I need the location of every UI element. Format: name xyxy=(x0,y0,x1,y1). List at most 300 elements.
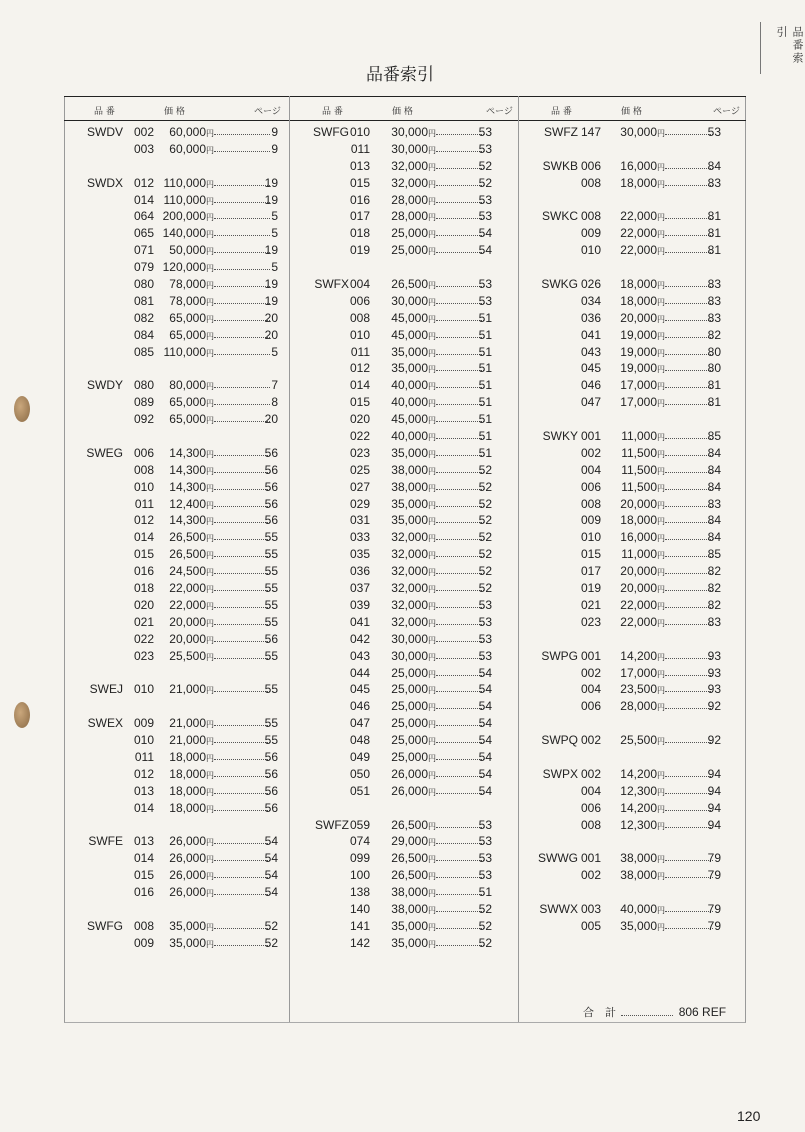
page-ref: 19 xyxy=(264,192,278,207)
model-number: 043 xyxy=(580,344,601,359)
price: 20,000 xyxy=(620,310,657,325)
index-row xyxy=(290,867,518,884)
price: 32,000 xyxy=(391,158,428,173)
model-number: 080 xyxy=(133,277,154,292)
model-number: 074 xyxy=(349,834,370,849)
model-number: 064 xyxy=(133,209,154,224)
series-code: SWKY xyxy=(542,429,578,444)
model-number: 015 xyxy=(349,395,370,410)
yen-mark: 円 xyxy=(206,720,214,730)
yen-mark: 円 xyxy=(657,669,665,679)
row-spacer xyxy=(64,901,288,918)
index-row xyxy=(290,411,518,428)
index-row xyxy=(64,529,288,546)
page-ref: 53 xyxy=(478,817,492,832)
index-row xyxy=(64,310,288,327)
price: 60,000 xyxy=(169,141,206,156)
index-row xyxy=(519,850,745,867)
yen-mark: 円 xyxy=(657,821,665,831)
index-row xyxy=(290,614,518,631)
series-code: SWWX xyxy=(539,901,578,916)
price: 78,000 xyxy=(169,277,206,292)
index-row xyxy=(64,614,288,631)
index-row xyxy=(290,597,518,614)
price: 22,000 xyxy=(620,209,657,224)
price: 26,500 xyxy=(391,868,428,883)
index-row xyxy=(64,631,288,648)
index-row xyxy=(64,935,288,952)
yen-mark: 円 xyxy=(206,889,214,899)
page-ref: 53 xyxy=(478,834,492,849)
price: 25,500 xyxy=(620,733,657,748)
page-ref: 56 xyxy=(264,513,278,528)
page-ref: 52 xyxy=(478,462,492,477)
model-number: 015 xyxy=(349,175,370,190)
yen-mark: 円 xyxy=(657,855,665,865)
page-ref: 84 xyxy=(707,479,721,494)
model-number: 008 xyxy=(580,817,601,832)
price: 26,000 xyxy=(391,783,428,798)
model-number: 002 xyxy=(580,733,601,748)
page-ref: 94 xyxy=(707,800,721,815)
yen-mark: 円 xyxy=(657,247,665,257)
price: 35,000 xyxy=(391,496,428,511)
model-number: 013 xyxy=(349,158,370,173)
index-row xyxy=(64,563,288,580)
price: 38,000 xyxy=(620,868,657,883)
model-number: 004 xyxy=(580,462,601,477)
index-row xyxy=(64,276,288,293)
model-number: 001 xyxy=(580,429,601,444)
model-number: 079 xyxy=(133,260,154,275)
index-row xyxy=(290,344,518,361)
page-ref: 52 xyxy=(478,918,492,933)
page-ref: 54 xyxy=(478,733,492,748)
price: 20,000 xyxy=(169,631,206,646)
index-row xyxy=(64,293,288,310)
index-row xyxy=(64,242,288,259)
page-ref: 54 xyxy=(478,783,492,798)
yen-mark: 円 xyxy=(428,213,436,223)
page-ref: 51 xyxy=(478,445,492,460)
yen-mark: 円 xyxy=(657,787,665,797)
price: 32,000 xyxy=(391,614,428,629)
yen-mark: 円 xyxy=(428,686,436,696)
index-row xyxy=(64,327,288,344)
model-number: 089 xyxy=(133,395,154,410)
yen-mark: 円 xyxy=(657,348,665,358)
column-rows xyxy=(290,124,518,952)
page-ref: 54 xyxy=(478,243,492,258)
model-number: 002 xyxy=(580,665,601,680)
index-row xyxy=(290,935,518,952)
index-row xyxy=(519,800,745,817)
series-code: SWDY xyxy=(87,378,123,393)
series-code: SWFG xyxy=(87,918,123,933)
yen-mark: 円 xyxy=(206,872,214,882)
page-ref: 51 xyxy=(478,310,492,325)
yen-mark: 円 xyxy=(428,534,436,544)
model-number: 004 xyxy=(349,277,370,292)
yen-mark: 円 xyxy=(657,365,665,375)
page-ref: 84 xyxy=(707,445,721,460)
index-row xyxy=(519,783,745,800)
index-row xyxy=(519,496,745,513)
price: 14,200 xyxy=(620,766,657,781)
model-number: 011 xyxy=(134,496,154,511)
index-row xyxy=(290,648,518,665)
page-ref: 52 xyxy=(478,935,492,950)
page-ref: 20 xyxy=(264,310,278,325)
index-row xyxy=(64,445,288,462)
index-row xyxy=(519,293,745,310)
model-number: 025 xyxy=(349,462,370,477)
price: 18,000 xyxy=(620,277,657,292)
price: 35,000 xyxy=(391,344,428,359)
yen-mark: 円 xyxy=(206,635,214,645)
price: 25,000 xyxy=(391,749,428,764)
model-number: 015 xyxy=(133,547,154,562)
series-code: SWEJ xyxy=(89,682,123,697)
model-number: 016 xyxy=(133,564,154,579)
page-ref: 52 xyxy=(478,530,492,545)
index-row xyxy=(290,141,518,158)
series-code: SWPX xyxy=(542,766,578,781)
price: 25,000 xyxy=(391,665,428,680)
price: 65,000 xyxy=(169,395,206,410)
index-row xyxy=(64,208,288,225)
yen-mark: 円 xyxy=(657,433,665,443)
page-ref: 52 xyxy=(478,564,492,579)
model-number: 008 xyxy=(580,175,601,190)
price: 28,000 xyxy=(620,699,657,714)
yen-mark: 円 xyxy=(428,162,436,172)
yen-mark: 円 xyxy=(657,399,665,409)
model-number: 026 xyxy=(580,277,601,292)
index-row xyxy=(290,631,518,648)
price: 35,000 xyxy=(620,918,657,933)
page-ref: 53 xyxy=(478,141,492,156)
price: 78,000 xyxy=(169,293,206,308)
model-number: 014 xyxy=(133,851,154,866)
index-row xyxy=(519,327,745,344)
page-ref: 54 xyxy=(478,226,492,241)
page-ref: 52 xyxy=(478,581,492,596)
page-ref: 53 xyxy=(478,277,492,292)
page-ref: 83 xyxy=(707,496,721,511)
yen-mark: 円 xyxy=(657,331,665,341)
series-code: SWKC xyxy=(542,209,578,224)
price: 38,000 xyxy=(620,851,657,866)
page-ref: 56 xyxy=(264,631,278,646)
page-ref: 51 xyxy=(478,378,492,393)
page-ref: 53 xyxy=(478,192,492,207)
page-ref: 84 xyxy=(707,158,721,173)
page-ref: 81 xyxy=(707,378,721,393)
index-row xyxy=(290,783,518,800)
page-ref: 53 xyxy=(478,648,492,663)
yen-mark: 円 xyxy=(428,855,436,865)
model-number: 010 xyxy=(133,733,154,748)
yen-mark: 円 xyxy=(206,129,214,138)
page-ref: 9 xyxy=(271,125,278,139)
price: 38,000 xyxy=(391,901,428,916)
model-number: 020 xyxy=(349,412,370,427)
yen-mark: 円 xyxy=(206,314,214,324)
price: 26,000 xyxy=(169,885,206,900)
row-spacer xyxy=(64,360,288,377)
yen-mark: 円 xyxy=(428,331,436,341)
index-row xyxy=(290,833,518,850)
price: 40,000 xyxy=(391,395,428,410)
model-number: 001 xyxy=(580,851,601,866)
header-page: ページ xyxy=(713,107,740,117)
index-row xyxy=(290,884,518,901)
price: 32,000 xyxy=(391,547,428,562)
price: 16,000 xyxy=(620,158,657,173)
model-number: 037 xyxy=(349,581,370,596)
index-row xyxy=(290,428,518,445)
row-spacer xyxy=(519,715,745,732)
price: 45,000 xyxy=(391,310,428,325)
index-row xyxy=(64,715,288,732)
yen-mark: 円 xyxy=(428,922,436,932)
page-ref: 51 xyxy=(478,412,492,427)
price: 26,500 xyxy=(391,277,428,292)
page-ref: 81 xyxy=(707,226,721,241)
model-number: 044 xyxy=(349,665,370,680)
price: 18,000 xyxy=(169,766,206,781)
model-number: 048 xyxy=(349,733,370,748)
header-part: 品 番 xyxy=(94,107,115,117)
price: 35,000 xyxy=(391,918,428,933)
model-number: 039 xyxy=(349,597,370,612)
price: 32,000 xyxy=(391,175,428,190)
index-row xyxy=(519,208,745,225)
yen-mark: 円 xyxy=(428,720,436,730)
yen-mark: 円 xyxy=(428,601,436,611)
column-header xyxy=(64,104,288,118)
index-column-1 xyxy=(64,96,288,1022)
price: 26,500 xyxy=(169,530,206,545)
page-ref: 53 xyxy=(478,209,492,224)
yen-mark: 円 xyxy=(206,855,214,865)
page-ref: 55 xyxy=(264,648,278,663)
model-number: 029 xyxy=(349,496,370,511)
yen-mark: 円 xyxy=(206,281,214,291)
page-ref: 53 xyxy=(478,631,492,646)
index-row xyxy=(64,192,288,209)
price: 140,000 xyxy=(162,226,206,241)
price: 20,000 xyxy=(169,614,206,629)
model-number: 012 xyxy=(349,361,370,376)
yen-mark: 円 xyxy=(657,905,665,915)
yen-mark: 円 xyxy=(206,196,214,206)
page-ref: 56 xyxy=(264,783,278,798)
column-rows xyxy=(519,124,745,935)
price: 11,500 xyxy=(621,462,657,477)
model-number: 012 xyxy=(133,175,154,190)
index-row xyxy=(519,580,745,597)
model-number: 013 xyxy=(133,834,154,849)
yen-mark: 円 xyxy=(657,281,665,291)
page-ref: 54 xyxy=(478,716,492,731)
price: 30,000 xyxy=(391,125,428,139)
model-number: 002 xyxy=(580,766,601,781)
page-ref: 82 xyxy=(707,327,721,342)
price: 65,000 xyxy=(169,327,206,342)
page-ref: 53 xyxy=(478,868,492,883)
yen-mark: 円 xyxy=(428,905,436,915)
model-number: 012 xyxy=(133,513,154,528)
index-row xyxy=(519,462,745,479)
model-number: 002 xyxy=(580,868,601,883)
yen-mark: 円 xyxy=(206,213,214,223)
model-number: 006 xyxy=(580,158,601,173)
index-row xyxy=(290,377,518,394)
model-number: 003 xyxy=(133,141,154,156)
price: 19,000 xyxy=(620,344,657,359)
index-row xyxy=(519,394,745,411)
yen-mark: 円 xyxy=(428,500,436,510)
yen-mark: 円 xyxy=(206,500,214,510)
model-number: 008 xyxy=(349,310,370,325)
model-number: 001 xyxy=(580,648,601,663)
row-spacer xyxy=(290,259,518,276)
yen-mark: 円 xyxy=(206,145,214,155)
row-spacer xyxy=(64,428,288,445)
page-ref: 93 xyxy=(707,648,721,663)
model-number: 003 xyxy=(580,901,601,916)
yen-mark: 円 xyxy=(657,483,665,493)
yen-mark: 円 xyxy=(206,568,214,578)
model-number: 017 xyxy=(580,564,601,579)
index-row xyxy=(519,124,745,141)
model-number: 045 xyxy=(580,361,601,376)
page-ref: 55 xyxy=(264,614,278,629)
row-spacer xyxy=(64,698,288,715)
page-ref: 19 xyxy=(264,277,278,292)
series-code: SWEX xyxy=(87,716,123,731)
page-ref: 55 xyxy=(264,547,278,562)
yen-mark: 円 xyxy=(428,618,436,628)
row-spacer xyxy=(519,884,745,901)
series-code: SWFE xyxy=(88,834,123,849)
yen-mark: 円 xyxy=(206,264,214,274)
yen-mark: 円 xyxy=(206,382,214,392)
price: 20,000 xyxy=(620,496,657,511)
index-row xyxy=(64,884,288,901)
page-ref: 51 xyxy=(478,885,492,900)
model-number: 008 xyxy=(133,462,154,477)
yen-mark: 円 xyxy=(428,787,436,797)
yen-mark: 円 xyxy=(657,129,665,138)
yen-mark: 円 xyxy=(428,230,436,240)
yen-mark: 円 xyxy=(657,652,665,662)
yen-mark: 円 xyxy=(657,213,665,223)
yen-mark: 円 xyxy=(428,483,436,493)
yen-mark: 円 xyxy=(428,703,436,713)
price: 30,000 xyxy=(391,141,428,156)
index-row xyxy=(290,665,518,682)
yen-mark: 円 xyxy=(657,872,665,882)
yen-mark: 円 xyxy=(206,331,214,341)
series-code: SWFZ xyxy=(544,125,578,139)
page-ref: 5 xyxy=(271,260,278,275)
price: 19,000 xyxy=(620,361,657,376)
header-page: ページ xyxy=(486,107,513,117)
page-ref: 53 xyxy=(478,125,492,139)
model-number: 092 xyxy=(133,412,154,427)
price: 60,000 xyxy=(169,125,206,139)
price: 19,000 xyxy=(620,327,657,342)
price: 25,000 xyxy=(391,733,428,748)
model-number: 012 xyxy=(133,766,154,781)
model-number: 081 xyxy=(133,293,154,308)
model-number: 008 xyxy=(580,209,601,224)
page-ref: 19 xyxy=(264,175,278,190)
page-ref: 83 xyxy=(707,175,721,190)
total-value: 806 REF xyxy=(678,1005,727,1019)
price: 26,000 xyxy=(169,868,206,883)
yen-mark: 円 xyxy=(657,703,665,713)
price: 32,000 xyxy=(391,597,428,612)
header-page: ページ xyxy=(254,107,281,117)
model-number: 050 xyxy=(349,766,370,781)
price: 18,000 xyxy=(169,749,206,764)
yen-mark: 円 xyxy=(428,753,436,763)
yen-mark: 円 xyxy=(657,804,665,814)
model-number: 010 xyxy=(580,243,601,258)
model-number: 033 xyxy=(349,530,370,545)
price: 22,000 xyxy=(169,581,206,596)
yen-mark: 円 xyxy=(428,939,436,949)
page-ref: 5 xyxy=(271,344,278,359)
model-number: 008 xyxy=(580,496,601,511)
yen-mark: 円 xyxy=(428,399,436,409)
index-row xyxy=(290,563,518,580)
model-number: 027 xyxy=(349,479,370,494)
page-ref: 81 xyxy=(707,209,721,224)
model-number: 082 xyxy=(133,310,154,325)
price: 26,500 xyxy=(391,851,428,866)
index-row xyxy=(519,428,745,445)
yen-mark: 円 xyxy=(428,449,436,459)
yen-mark: 円 xyxy=(657,314,665,324)
price: 35,000 xyxy=(391,361,428,376)
page-ref: 56 xyxy=(264,496,278,511)
series-code: SWFG xyxy=(313,125,349,139)
model-number: 014 xyxy=(133,800,154,815)
price: 14,200 xyxy=(620,648,657,663)
price: 25,000 xyxy=(391,682,428,697)
price: 26,000 xyxy=(169,851,206,866)
index-row xyxy=(290,192,518,209)
price: 17,000 xyxy=(620,378,657,393)
page-ref: 54 xyxy=(264,851,278,866)
index-row xyxy=(290,698,518,715)
yen-mark: 円 xyxy=(657,449,665,459)
index-row xyxy=(290,850,518,867)
price: 14,300 xyxy=(169,445,206,460)
index-row xyxy=(519,479,745,496)
page-ref: 20 xyxy=(264,327,278,342)
yen-mark: 円 xyxy=(428,247,436,257)
yen-mark: 円 xyxy=(206,838,214,848)
row-spacer xyxy=(64,665,288,682)
index-row xyxy=(64,867,288,884)
model-number: 041 xyxy=(349,614,370,629)
